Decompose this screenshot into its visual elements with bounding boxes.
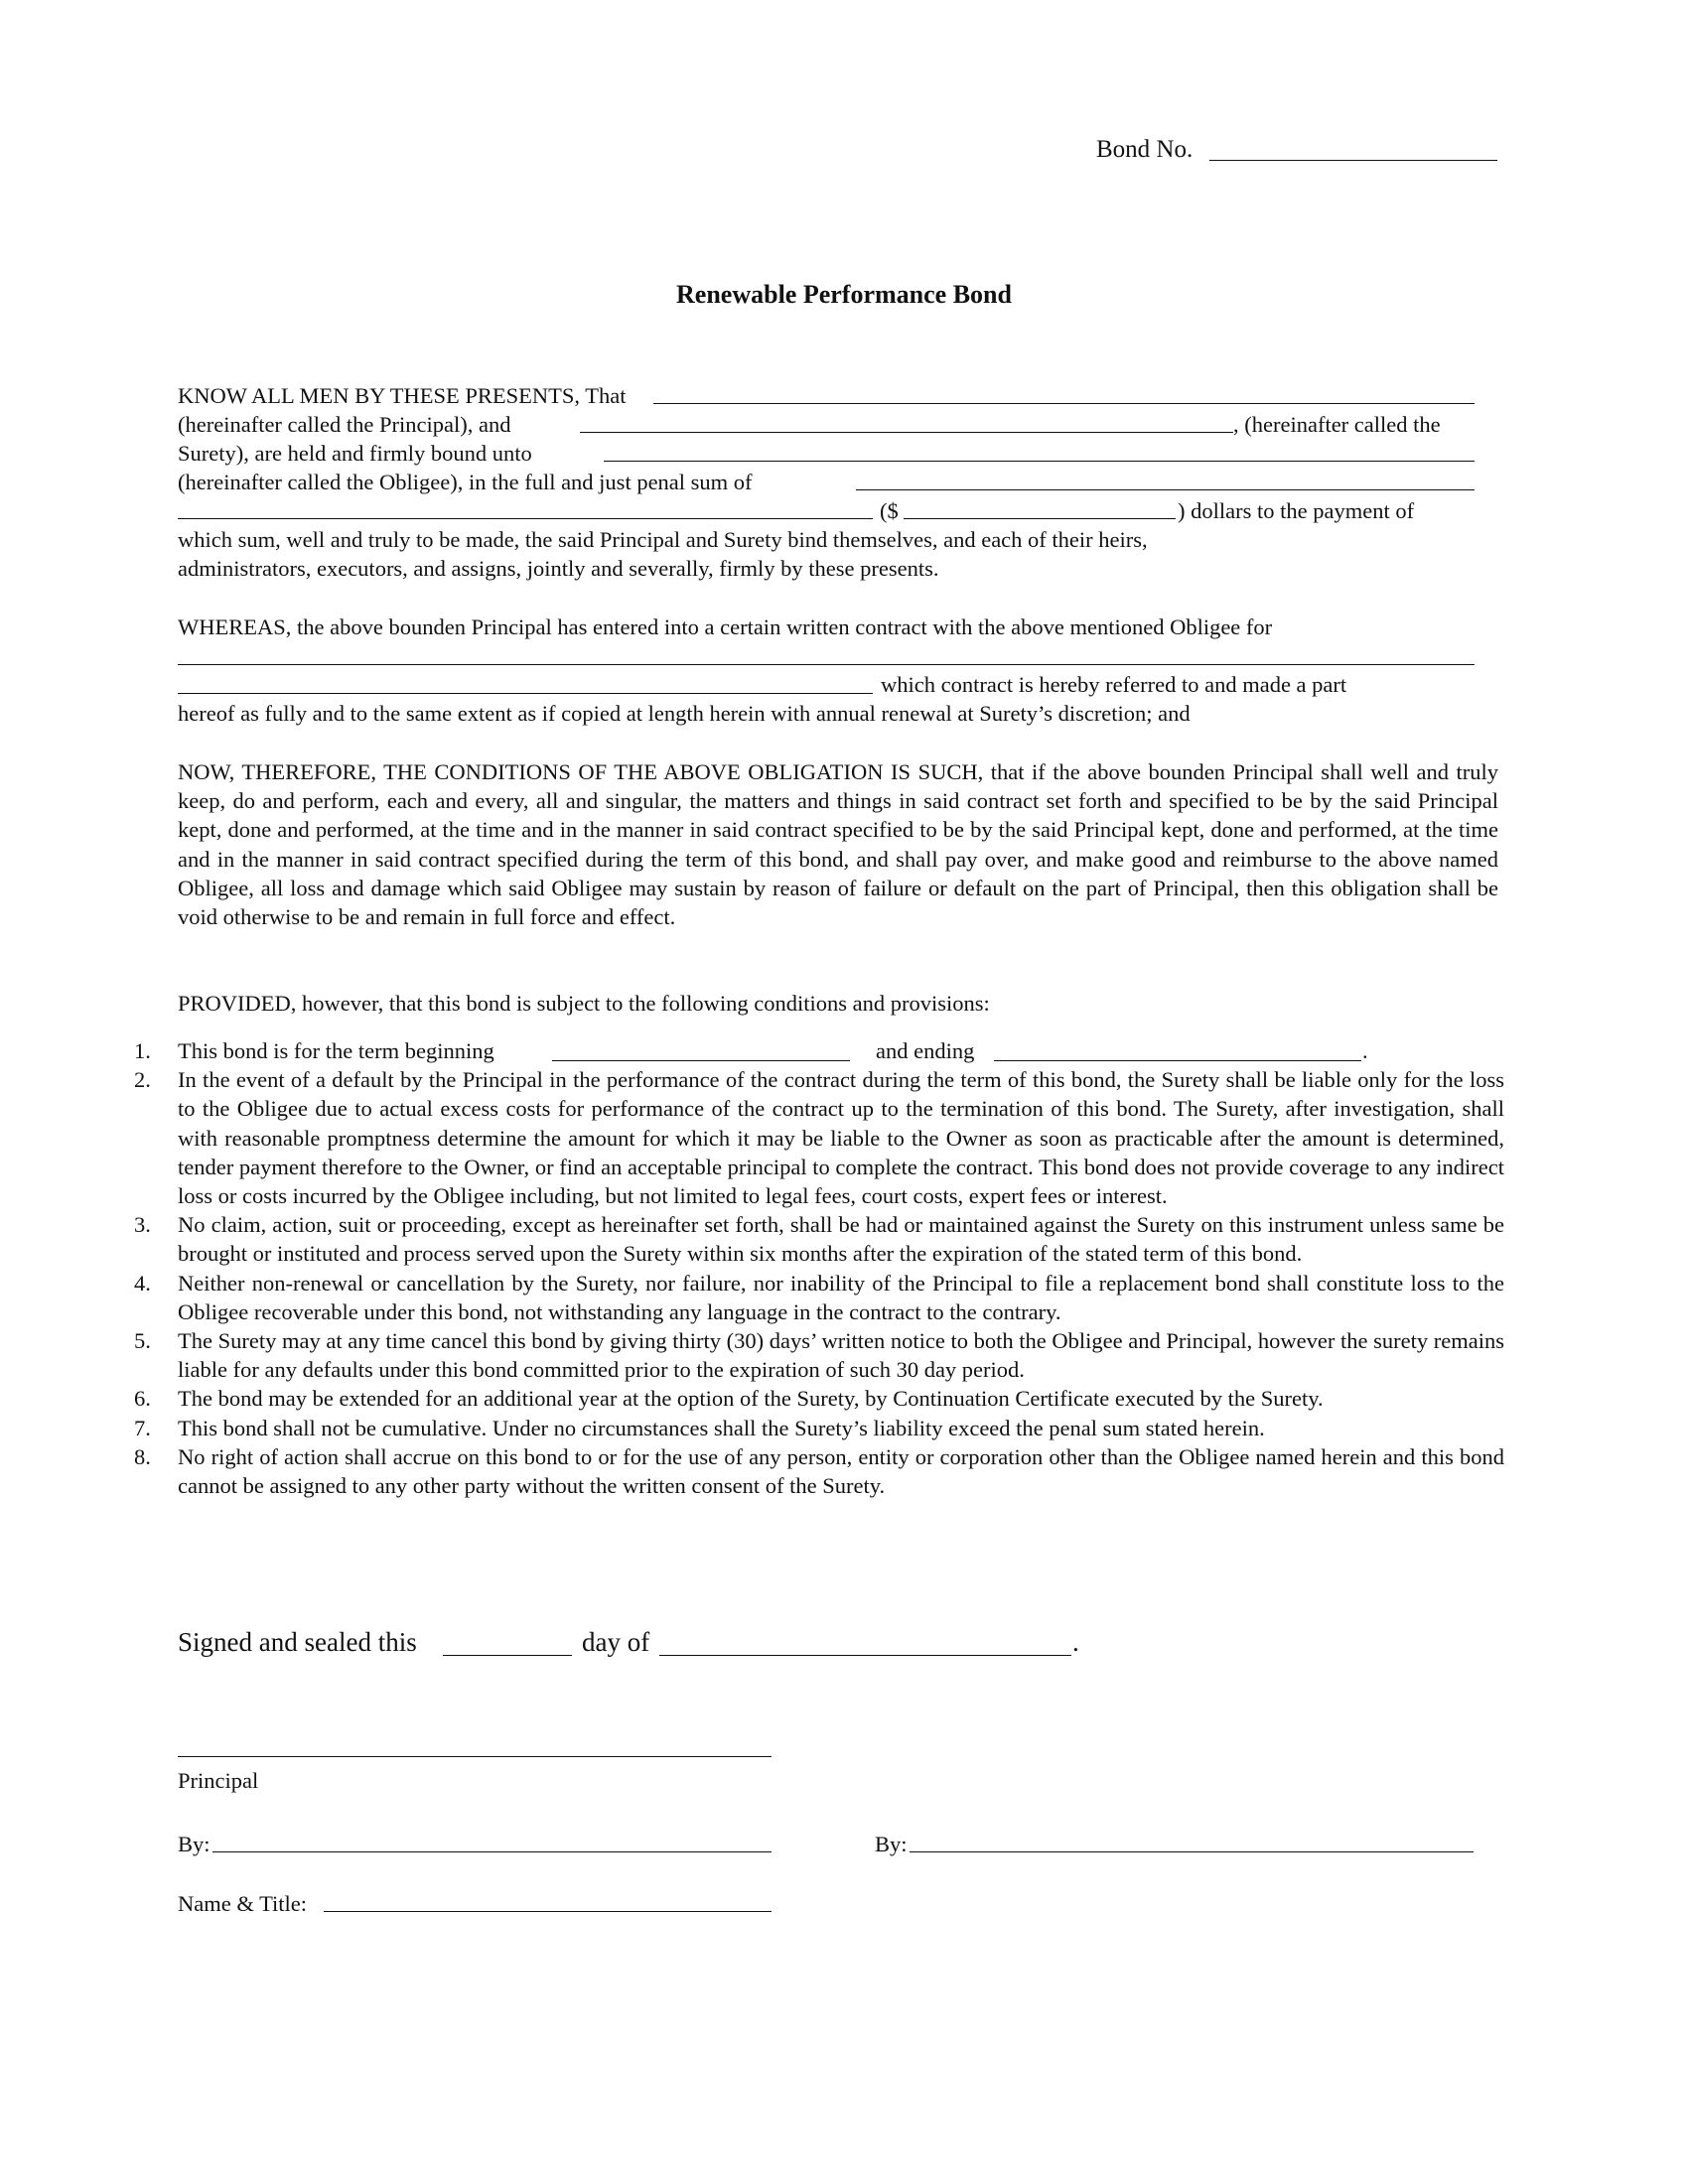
- condition-number: 6.: [134, 1386, 151, 1412]
- penal-sum-words-field-2[interactable]: [178, 518, 873, 519]
- signed-day-of-label: day of: [582, 1627, 650, 1657]
- penal-sum-amount-field[interactable]: [904, 518, 1176, 519]
- whereas-line-3: which contract is hereby referred to and made a part: [881, 672, 1347, 697]
- principal-name-field[interactable]: [653, 403, 1475, 404]
- term-beginning-label: This bond is for the term beginning: [178, 1038, 494, 1063]
- whereas-line-4: hereof as fully and to the same extent as if copied at length herein with annual renewal at Surety’s discretion; and: [178, 701, 1191, 726]
- bond-no-label: Bond No.: [1096, 136, 1194, 163]
- signed-period: .: [1072, 1627, 1079, 1657]
- condition-text: In the event of a default by the Principal in the performance of the contract during the term of this bond, the Surety shall be liable only for the loss to the Obligee due to actual excess costs for performance of the contract up to the termination of this bond. The Surety, after investigation, shall with reasonable promptness determine the amount for which it may be liable to the Owner as soon as practicable after the amount is determined, tender payment therefore to the Owner, or find an acceptable principal to complete the contract. This bond does not provide coverage to any indirect loss or costs incurred by the Obligee including, but not limited to legal fees, court costs, expert fees or interest.: [178, 1067, 1504, 1208]
- condition-number: 4.: [134, 1270, 151, 1296]
- know-all-line-6: which sum, well and truly to be made, the said Principal and Surety bind themselves, and each of their heirs,: [178, 527, 1148, 552]
- now-therefore-text: NOW, THEREFORE, THE CONDITIONS OF THE ABOVE OBLIGATION IS SUCH, that if the above bounden Principal shall well and truly keep, do and perform, each and every, all and singular, the matters and things in said contract set forth and specified to be by the said Principal kept, done and performed, at the time and in the manner in said contract specified to be by the said Principal kept, done and performed, at the time and in the manner in said contract specified during the term of this bond, and shall pay over, and make good and reimburse to the above named Obligee, all loss and damage which said Obligee may sustain by reason of failure or default on the part of Principal, then this obligation shall be void otherwise to be and remain in full force and effect.: [178, 759, 1498, 930]
- signed-day-field[interactable]: [443, 1655, 572, 1656]
- by-left-label: By:: [178, 1832, 211, 1856]
- now-therefore-paragraph: [178, 757, 1498, 931]
- document-title: Renewable Performance Bond: [676, 280, 1012, 309]
- know-all-line-3: Surety), are held and firmly bound unto: [178, 441, 532, 466]
- surety-name-field[interactable]: [580, 432, 1233, 433]
- by-left-signature-field[interactable]: [212, 1851, 772, 1852]
- term-ending-period: .: [1362, 1038, 1368, 1063]
- contract-description-field-1[interactable]: [178, 664, 1475, 665]
- condition-text: No claim, action, suit or proceeding, except as hereinafter set forth, shall be had or maintained against the Surety on this instrument unless same be brought or instituted and process served upon the Surety within six months after the expiration of the stated term of this bond.: [178, 1212, 1504, 1267]
- condition-item-7: [134, 1414, 1504, 1442]
- condition-text: This bond shall not be cumulative. Under no circumstances shall the Surety’s liability exceed the penal sum stated herein.: [178, 1415, 1265, 1440]
- name-title-label: Name & Title:: [178, 1891, 308, 1916]
- term-ending-field[interactable]: [994, 1060, 1361, 1061]
- condition-number: 7.: [134, 1415, 151, 1440]
- condition-text: The Surety may at any time cancel this bond by giving thirty (30) days’ written notice to both the Obligee and Principal, however the surety remains liable for any defaults under this bond committed prior to the expiration of such 30 day period.: [178, 1328, 1504, 1383]
- bond-no-field[interactable]: [1209, 160, 1497, 161]
- condition-item-5: [134, 1326, 1504, 1384]
- principal-signature-line[interactable]: [178, 1756, 772, 1757]
- term-ending-label: and ending: [876, 1038, 975, 1063]
- condition-item-6: [134, 1384, 1504, 1413]
- know-all-line-2a: (hereinafter called the Principal), and: [178, 412, 511, 437]
- know-all-line-4: (hereinafter called the Obligee), in the full and just penal sum of: [178, 470, 753, 494]
- condition-item-4: [134, 1269, 1504, 1326]
- condition-text: The bond may be extended for an additional year at the option of the Surety, by Continuation Certificate executed by the Surety.: [178, 1386, 1324, 1412]
- principal-label: Principal: [178, 1768, 259, 1793]
- by-right-signature-field[interactable]: [910, 1851, 1474, 1852]
- name-title-field[interactable]: [324, 1911, 772, 1912]
- conditions-list: [134, 1036, 1504, 1500]
- know-all-line-5b: ) dollars to the payment of: [1178, 498, 1415, 523]
- condition-item-3: [134, 1210, 1504, 1268]
- condition-number: 2.: [134, 1067, 151, 1093]
- know-all-line-7: administrators, executors, and assigns, jointly and severally, firmly by these presents.: [178, 556, 939, 581]
- term-beginning-field[interactable]: [552, 1060, 850, 1061]
- condition-item-2: [134, 1065, 1504, 1210]
- know-all-line-5a: ($: [880, 498, 899, 523]
- know-all-line-2b: , (hereinafter called the: [1233, 412, 1441, 437]
- signed-month-year-field[interactable]: [659, 1655, 1071, 1656]
- condition-text: No right of action shall accrue on this bond to or for the use of any person, entity or corporation other than the Obligee named herein and this bond cannot be assigned to any other party without the written consent of the Surety.: [178, 1443, 1504, 1499]
- condition-item-8: [134, 1442, 1504, 1500]
- provided-line: PROVIDED, however, that this bond is subject to the following conditions and provisions:: [178, 991, 990, 1016]
- obligee-name-field[interactable]: [604, 461, 1475, 462]
- penal-sum-words-field-1[interactable]: [856, 489, 1475, 490]
- condition-number: 5.: [134, 1328, 151, 1354]
- condition-number: 1.: [134, 1038, 151, 1063]
- condition-text: Neither non-renewal or cancellation by the Surety, nor failure, nor inability of the Principal to file a replacement bond shall constitute loss to the Obligee recoverable under this bond, not withstanding any language in the contract to the contrary.: [178, 1270, 1504, 1324]
- condition-number: 3.: [134, 1212, 151, 1238]
- contract-description-field-2[interactable]: [178, 693, 873, 694]
- by-right-label: By:: [875, 1832, 908, 1856]
- condition-item-1: [134, 1036, 1504, 1065]
- know-all-line-1: KNOW ALL MEN BY THESE PRESENTS, That: [178, 383, 627, 408]
- whereas-line-1: WHEREAS, the above bounden Principal has entered into a certain written contract with the above mentioned Obligee for: [178, 614, 1273, 639]
- signed-sealed-label: Signed and sealed this: [178, 1627, 417, 1657]
- condition-number: 8.: [134, 1443, 151, 1469]
